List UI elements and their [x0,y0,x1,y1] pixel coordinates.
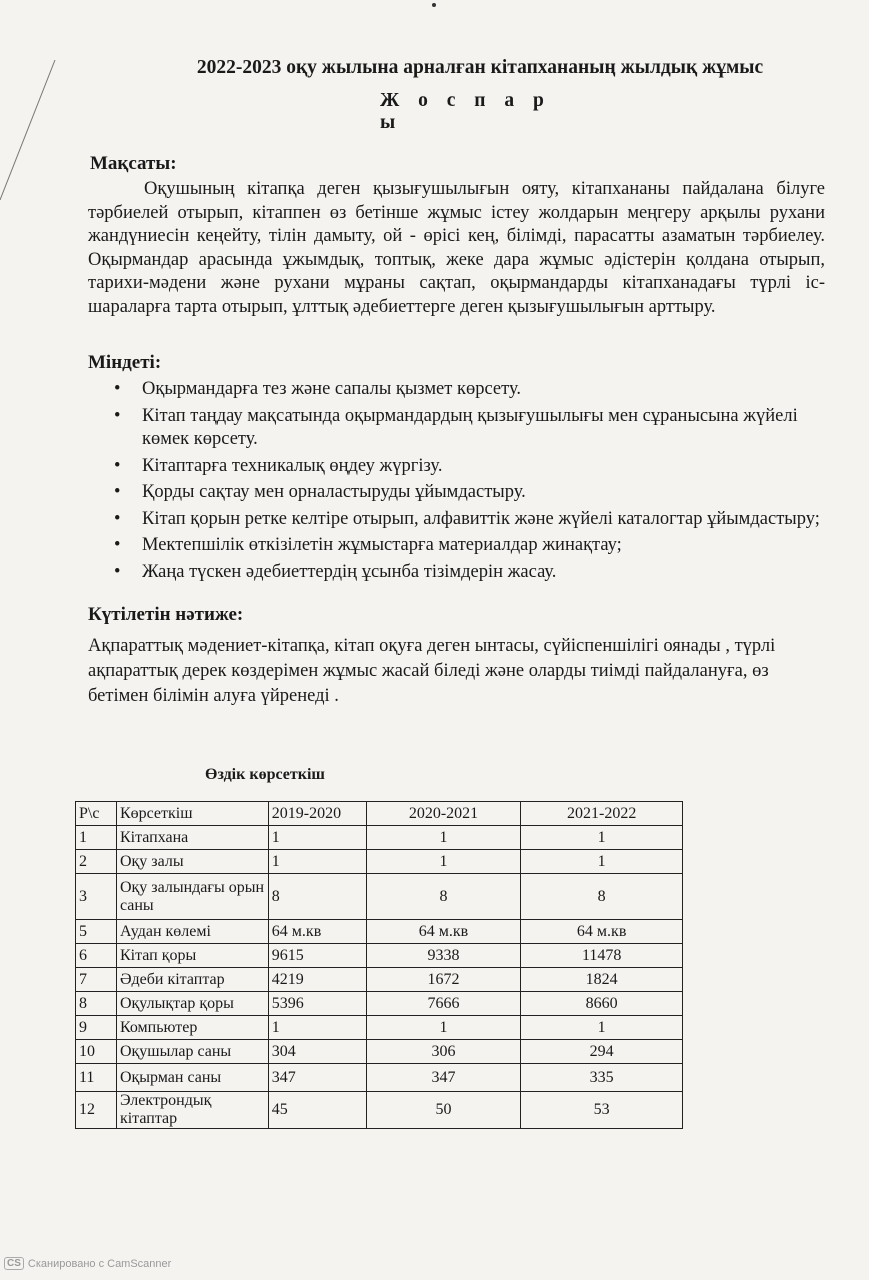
bullet-icon: • [114,561,121,582]
bullet-icon: • [114,455,121,476]
result-heading: Күтілетін нәтиже: [88,604,244,625]
indicator-name-cell: Оқырман саны [116,1064,268,1092]
indicator-name-cell: Оқушылар саны [116,1040,268,1064]
page-fold-mark [0,60,60,200]
task-text: Кітаптарға техникалық өңдеу жүргізу. [142,455,443,476]
list-item [112,508,824,532]
column-header: Р\с [76,802,117,826]
value-cell: 8 [366,874,521,920]
bullet-icon: • [114,405,121,426]
goal-text: Оқушының кітапқа деген қызығушылығын ояту, кітапхананы пайдалана білуге тәрбиелей отырып, кітаппен өз бетінше жұмыс істеу жолдарын меңгеру арқылы рухани жандүниесін кеңейту, тілін дамыту, ой - өрісі кең, білімді, парасатты азаматын тәрбиелеу. Оқырмандар арасында ұжымдық, топтық, жеке дара жұмыс әдістерін қолдана отырып, тарихи-мәдени және рухани мұраны сақтап, оқырмандарды кітапханадағы түрлі іс-шараларға тарта отырып, ұлттық әдебиеттерге деген қызығушылығын арттыру. [88,179,825,317]
row-number-cell: 3 [76,874,117,920]
bullet-icon: • [114,482,121,502]
indicator-name-cell: Әдеби кітаптар [116,968,268,992]
value-cell: 50 [366,1092,521,1129]
list-item [112,378,824,402]
value-cell: 1824 [521,968,683,992]
column-header: 2021-2022 [521,802,683,826]
table-row [76,1040,683,1064]
indicator-name-cell: Оқу залындағы орын саны [116,874,268,920]
value-cell: 8 [268,874,366,920]
table-row [76,826,683,850]
row-number-cell: 10 [76,1040,117,1064]
scanner-watermark [4,1257,171,1270]
document-title: 2022-2023 оқу жылына арналған кітапхананың жылдық жұмыс [196,57,764,78]
indicator-name-cell: Аудан көлемі [116,920,268,944]
row-number-cell: 9 [76,1016,117,1040]
list-item [112,561,824,585]
value-cell: 304 [268,1040,366,1064]
document-subtitle: Ж о с п а р ы [380,90,551,133]
value-cell: 1 [366,850,521,874]
value-cell: 1 [521,850,683,874]
goal-paragraph [88,178,825,319]
scan-dot [432,3,436,7]
value-cell: 64 м.кв [521,920,683,944]
column-header: Көрсеткіш [116,802,268,826]
tasks-list [112,378,824,587]
row-number-cell: 2 [76,850,117,874]
value-cell: 1 [366,826,521,850]
value-cell: 1 [268,826,366,850]
row-number-cell: 7 [76,968,117,992]
value-cell: 1 [268,850,366,874]
task-text: Мектепшілік өткізілетін жұмыстарға материалдар жинақтау; [142,535,622,555]
value-cell: 8 [521,874,683,920]
indicator-name-cell: Компьютер [116,1016,268,1040]
table-row [76,1016,683,1040]
value-cell: 335 [521,1064,683,1092]
watermark-text: Сканировано с CamScanner [27,1257,172,1270]
value-cell: 1 [521,826,683,850]
value-cell: 1 [268,1016,366,1040]
table-row [76,1092,683,1129]
value-cell: 306 [366,1040,521,1064]
table-row [76,850,683,874]
task-text: Жаңа түскен әдебиеттердің ұсынба тізімдерін жасау. [142,561,557,582]
indicator-name-cell: Электрондық кітаптар [116,1092,268,1129]
column-header: 2020-2021 [366,802,521,826]
table-body [76,826,683,1129]
row-number-cell: 11 [76,1064,117,1092]
value-cell: 7666 [366,992,521,1016]
value-cell: 45 [268,1092,366,1129]
value-cell: 1 [366,1016,521,1040]
value-cell: 4219 [268,968,366,992]
indicator-name-cell: Кітапхана [116,826,268,850]
value-cell: 11478 [521,944,683,968]
indicator-name-cell: Кітап қоры [116,944,268,968]
value-cell: 9615 [268,944,366,968]
indicator-name-cell: Оқу залы [116,850,268,874]
list-item [112,481,824,505]
row-number-cell: 8 [76,992,117,1016]
task-text: Оқырмандарға тез және сапалы қызмет көрсету. [142,379,521,399]
bullet-icon: • [114,508,121,529]
table-row [76,944,683,968]
table-row [76,874,683,920]
indicators-table [75,801,683,1129]
bullet-icon: • [114,535,121,555]
list-item [112,534,824,558]
camscanner-icon: CS [4,1257,24,1270]
row-number-cell: 12 [76,1092,117,1129]
column-header: 2019-2020 [268,802,366,826]
result-paragraph: Ақпараттық мәдениет-кітапқа, кітап оқуға деген ынтасы, сүйіспеншілігі оянады , түрлі ақпараттық дерек көздерімен жұмыс жасай біледі және оларды тиімді пайдалануға, өз бетімен білімін алуға үйренеді . [88,636,776,706]
table-header-row [76,802,683,826]
value-cell: 8660 [521,992,683,1016]
list-item [112,405,824,452]
list-item [112,455,824,479]
table-row [76,1064,683,1092]
table-row [76,968,683,992]
task-text: Қорды сақтау мен орналастыруды ұйымдастыру. [142,482,526,502]
value-cell: 9338 [366,944,521,968]
value-cell: 347 [268,1064,366,1092]
indicator-name-cell: Оқулықтар қоры [116,992,268,1016]
value-cell: 1672 [366,968,521,992]
value-cell: 1 [521,1016,683,1040]
table-title: Өздік көрсеткіш [205,766,325,783]
value-cell: 53 [521,1092,683,1129]
value-cell: 64 м.кв [366,920,521,944]
goal-heading: Мақсаты: [90,153,177,174]
value-cell: 64 м.кв [268,920,366,944]
row-number-cell: 6 [76,944,117,968]
value-cell: 347 [366,1064,521,1092]
row-number-cell: 5 [76,920,117,944]
row-number-cell: 1 [76,826,117,850]
tasks-heading: Міндеті: [88,352,162,373]
value-cell: 294 [521,1040,683,1064]
task-text: Кітап қорын ретке келтіре отырып, алфавиттік және жүйелі каталогтар ұйымдастыру; [142,508,820,529]
table-row [76,920,683,944]
bullet-icon: • [114,379,121,399]
task-text: Кітап таңдау мақсатында оқырмандардың қызығушылығы мен сұранысына жүйелі көмек көрсету. [142,405,798,449]
value-cell: 5396 [268,992,366,1016]
table-row [76,992,683,1016]
